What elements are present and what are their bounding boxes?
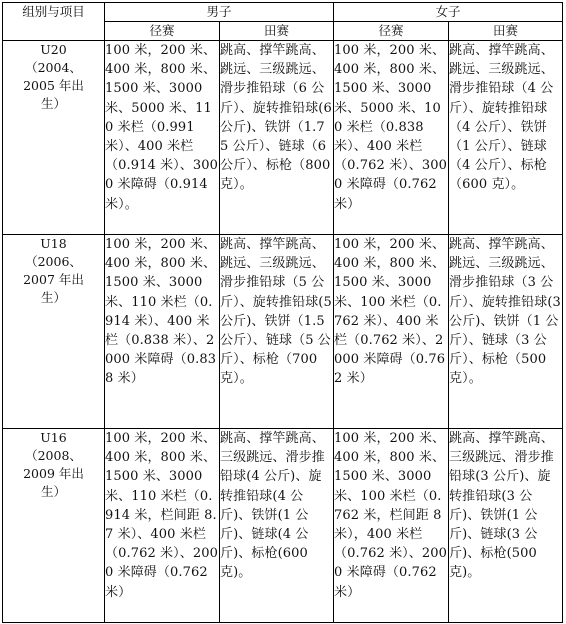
group-line: 生） — [40, 290, 66, 305]
group-line: 2009 年出 — [23, 466, 84, 481]
header-row-gender — [3, 3, 563, 22]
table-row — [3, 429, 563, 623]
female-field-cell: 跳高、撑竿跳高、跳远、三级跳远、滑步推铅球（3 公斤）、旋转推铅球(3 公斤)、铁饼（1 公斤）、链球（3 公斤）、标枪（500 克）。 — [449, 235, 563, 429]
group-line: 生） — [40, 484, 66, 499]
group-line: U16 — [40, 430, 67, 445]
male-track-cell: 100 米，200 米、400 米，800 米、1500 米、3000 米、5000 米、110 米栏（0.991 米）、400 米栏（0.914 米）、3000 米障碍（0.914 米）。 — [105, 41, 220, 235]
male-field-cell: 跳高、撑竿跳高、三级跳远、滑步推铅球(4 公斤)、旋转推铅球(4 公斤)、铁饼(1 公斤)、链球(4 公斤)、标枪(600 克)。 — [220, 429, 334, 623]
male-header: 男子 — [105, 3, 334, 22]
female-track-header: 径赛 — [334, 22, 449, 41]
female-field-cell: 跳高、撑竿跳高、跳远、三级跳远、滑步推铅球（4 公斤）、旋转推铅球（4 公斤）、铁饼（1 公斤）、链球（4 公斤）、标枪（600 克）。 — [449, 41, 563, 235]
group-line: （2006、 — [25, 254, 82, 269]
female-field-header: 田赛 — [449, 22, 563, 41]
group-line: 2007 年出 — [23, 272, 84, 287]
events-table — [2, 2, 563, 623]
group-line: 生） — [40, 96, 66, 111]
male-track-cell: 100 米，200 米、400 米，800 米、1500 米、3000 米、110 米栏（0.914 米）、400 米栏（0.838 米）、2000 米障碍（0.838 米） — [105, 235, 220, 429]
male-field-header: 田赛 — [220, 22, 334, 41]
group-line: 2005 年出 — [23, 78, 84, 93]
female-field-cell: 跳高、撑竿跳高、三级跳远、滑步推铅球(3 公斤)、旋转推铅球(3 公斤)、铁饼(1 公斤)、链球(3 公斤)、标枪(500 克)。 — [449, 429, 563, 623]
female-track-cell: 100 米，200 米、400 米，800 米、1500 米、3000 米、5000 米、100 米栏（0.838 米）、400 米栏（0.762 米）、3000 米障碍（0.762 米） — [334, 41, 449, 235]
group-cell-u18 — [3, 235, 105, 429]
group-line: （2008、 — [25, 448, 82, 463]
group-header: 组别与项目 — [3, 3, 105, 41]
group-line: （2004、 — [25, 60, 82, 75]
male-field-cell: 跳高、撑竿跳高、跳远、三级跳远、滑步推铅球（5 公斤）、旋转推铅球(5公斤)、铁饼（1.5 公斤）、链球（5 公斤）、标枪（700 克）。 — [220, 235, 334, 429]
male-track-cell: 100 米，200 米、400 米，800 米、1500 米、3000 米、110 米栏（0.914 米，栏间距 8.7 米）、400 米栏（0.762 米）、2000 米障碍（0.762 米） — [105, 429, 220, 623]
group-cell-u16 — [3, 429, 105, 623]
female-track-cell: 100 米，200 米、400 米，800 米、1500 米、3000 米、100 米栏（0.762 米，栏间距 8 米），400 米栏（0.762 米）、2000 米障碍（0.762 米） — [334, 429, 449, 623]
male-track-header: 径赛 — [105, 22, 220, 41]
female-track-cell: 100 米，200 米、400 米，800 米、1500 米、3000 米、100 米栏（0.762 米）、400 米栏（0.762 米）、2000 米障碍（0.762 米） — [334, 235, 449, 429]
table-row — [3, 41, 563, 235]
group-line: U18 — [40, 236, 67, 251]
group-cell-u20 — [3, 41, 105, 235]
female-header: 女子 — [334, 3, 563, 22]
male-field-cell: 跳高、撑竿跳高、跳远、三级跳远、滑步推铅球（6 公斤）、旋转推铅球(6公斤)、铁饼（1.75 公斤）、链球（6 公斤）、标枪（800 克）。 — [220, 41, 334, 235]
group-line: U20 — [40, 42, 67, 57]
table-row — [3, 235, 563, 429]
